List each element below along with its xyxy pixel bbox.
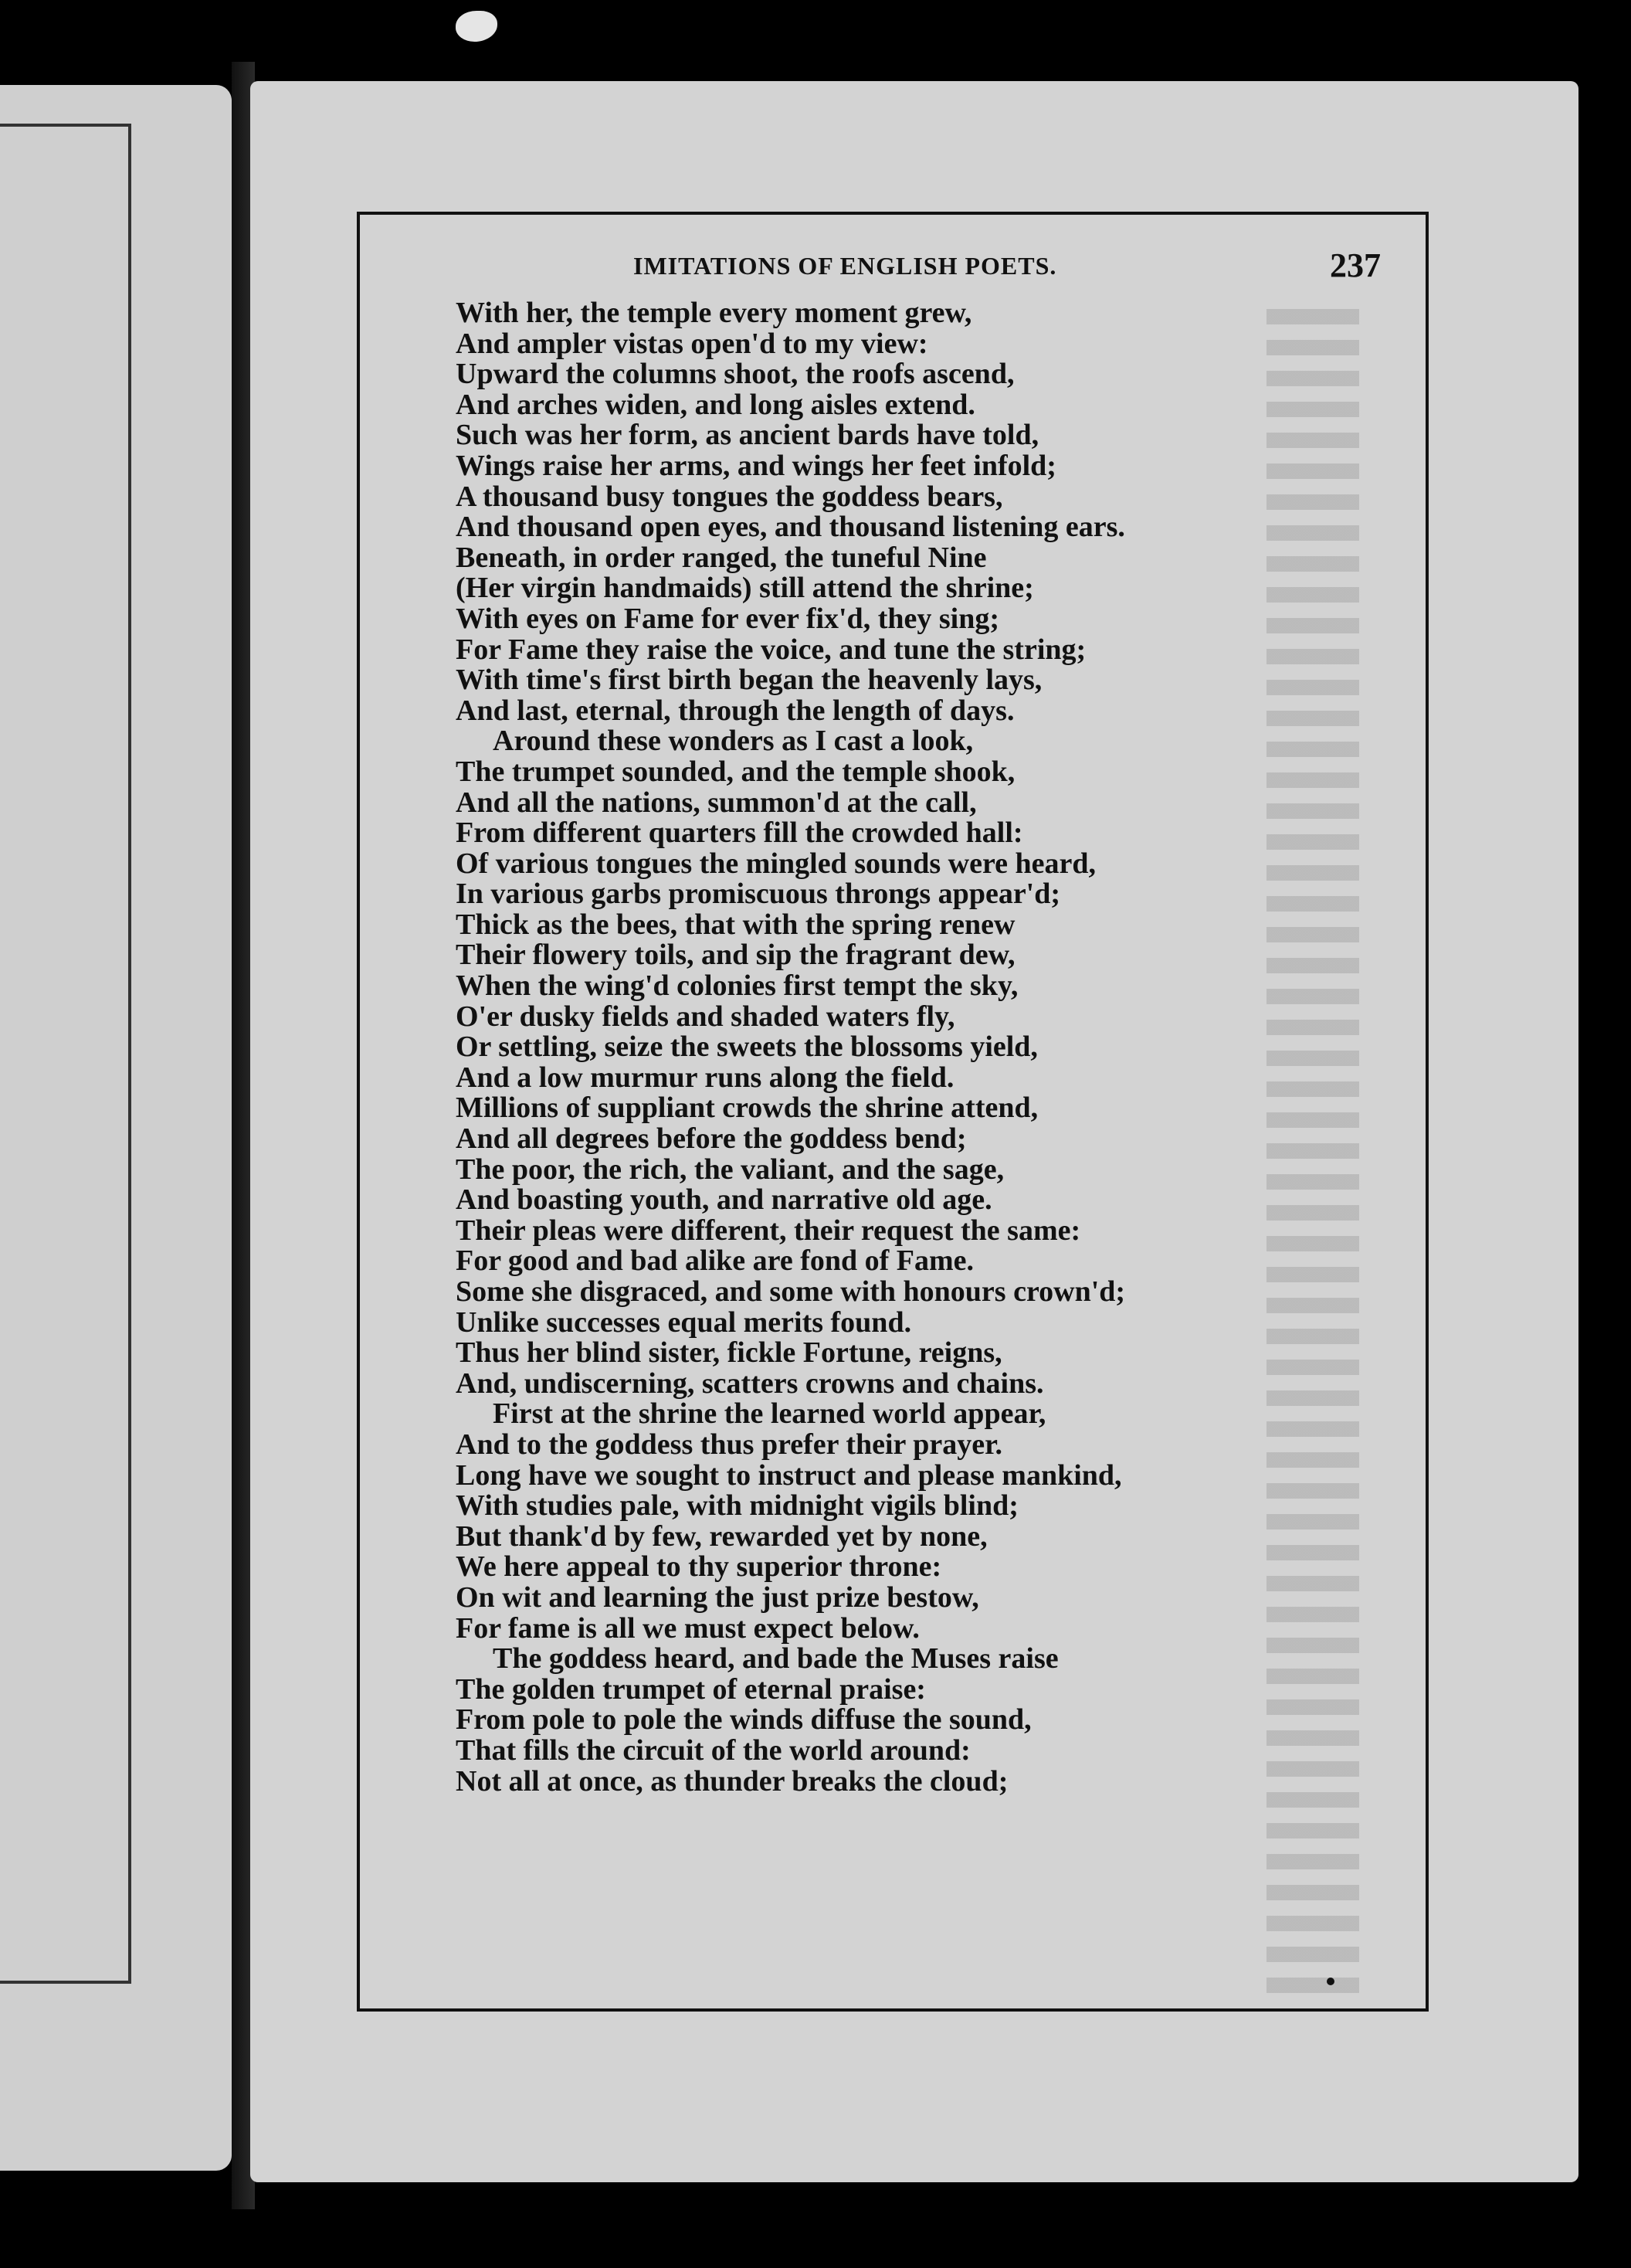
left-page-border [0,124,131,1984]
poem-text [456,298,1382,1797]
poem-line: The poor, the rich, the valiant, and the sage, [456,1153,1005,1186]
poem-line: And ampler vistas open'd to my view: [456,327,928,360]
poem-line: And boasting youth, and narrative old age. [456,1183,992,1217]
poem-line: O'er dusky fields and shaded waters fly, [456,1000,955,1033]
poem-line: And, undiscerning, scatters crowns and chains. [456,1367,1044,1400]
poem-line: Their pleas were different, their request the same: [456,1214,1081,1247]
poem-line: That fills the circuit of the world around: [456,1733,971,1767]
poem-line: Millions of suppliant crowds the shrine attend, [456,1092,1039,1125]
poem-line: And thousand open eyes, and thousand listening ears. [456,511,1125,544]
poem-line: The golden trumpet of eternal praise: [456,1672,926,1706]
poem-line: From pole to pole the winds diffuse the sound, [456,1703,1032,1737]
poem-line: Of various tongues the mingled sounds were heard, [456,847,1097,880]
poem-line: A thousand busy tongues the goddess bears, [456,480,1003,513]
poem-line: For good and bad alike are fond of Fame. [456,1244,975,1278]
scan-smudge [456,11,497,42]
poem-line: The goddess heard, and bade the Muses raise [493,1642,1059,1676]
poem-line: Wings raise her arms, and wings her feet infold; [456,449,1056,482]
poem-line: And arches widen, and long aisles extend. [456,388,975,421]
poem-line: Long have we sought to instruct and please mankind, [456,1458,1122,1492]
poem-line: And a low murmur runs along the field. [456,1061,955,1094]
poem-line: Unlike successes equal merits found. [456,1305,912,1339]
poem-line: Or settling, seize the sweets the blossoms yield, [456,1030,1038,1064]
poem-line: We here appeal to thy superior throne: [456,1550,942,1584]
poem-line: And all the nations, summon'd at the call, [456,786,977,819]
poem-line: Beneath, in order ranged, the tuneful Nine [456,541,987,574]
poem-line: Their flowery toils, and sip the fragrant dew, [456,939,1016,972]
poem-line: The trumpet sounded, and the temple shook, [456,755,1016,788]
poem-line: In various garbs promiscuous throngs appear'd; [456,878,1061,911]
running-head: IMITATIONS OF ENGLISH POETS. [633,252,1057,280]
poem-line: First at the shrine the learned world appear, [493,1397,1046,1431]
poem-line: For Fame they raise the voice, and tune the string; [456,633,1087,666]
poem-line: With time's first birth began the heavenly lays, [456,664,1043,697]
poem-line: (Her virgin handmaids) still attend the shrine; [456,572,1034,605]
poem-line: With studies pale, with midnight vigils blind; [456,1489,1019,1523]
poem-line: Around these wonders as I cast a look, [493,725,974,758]
ink-dot [1327,1978,1334,1985]
poem-line: Upward the columns shoot, the roofs ascend, [456,358,1015,391]
poem-line: When the wing'd colonies first tempt the sky, [456,969,1019,1003]
poem-line: And last, eternal, through the length of days. [456,694,1015,727]
poem-line: With her, the temple every moment grew, [456,297,972,329]
page-number: 237 [1330,246,1381,284]
poem-line: On wit and learning the just prize bestow, [456,1580,979,1614]
poem-line: Thick as the bees, that with the spring renew [456,908,1016,941]
poem-line: And all degrees before the goddess bend; [456,1122,967,1156]
poem-line: And to the goddess thus prefer their prayer. [456,1428,1002,1461]
poem-line: Thus her blind sister, fickle Fortune, reigns, [456,1336,1002,1370]
poem-line: Some she disgraced, and some with honours crown'd; [456,1275,1126,1308]
poem-line: With eyes on Fame for ever fix'd, they sing; [456,602,999,635]
poem-line: Not all at once, as thunder breaks the cloud; [456,1764,1009,1798]
poem-line: But thank'd by few, rewarded yet by none, [456,1519,988,1553]
poem-line: Such was her form, as ancient bards have told, [456,419,1039,452]
poem-line: For fame is all we must expect below. [456,1611,920,1645]
poem-line: From different quarters fill the crowded hall: [456,817,1023,850]
